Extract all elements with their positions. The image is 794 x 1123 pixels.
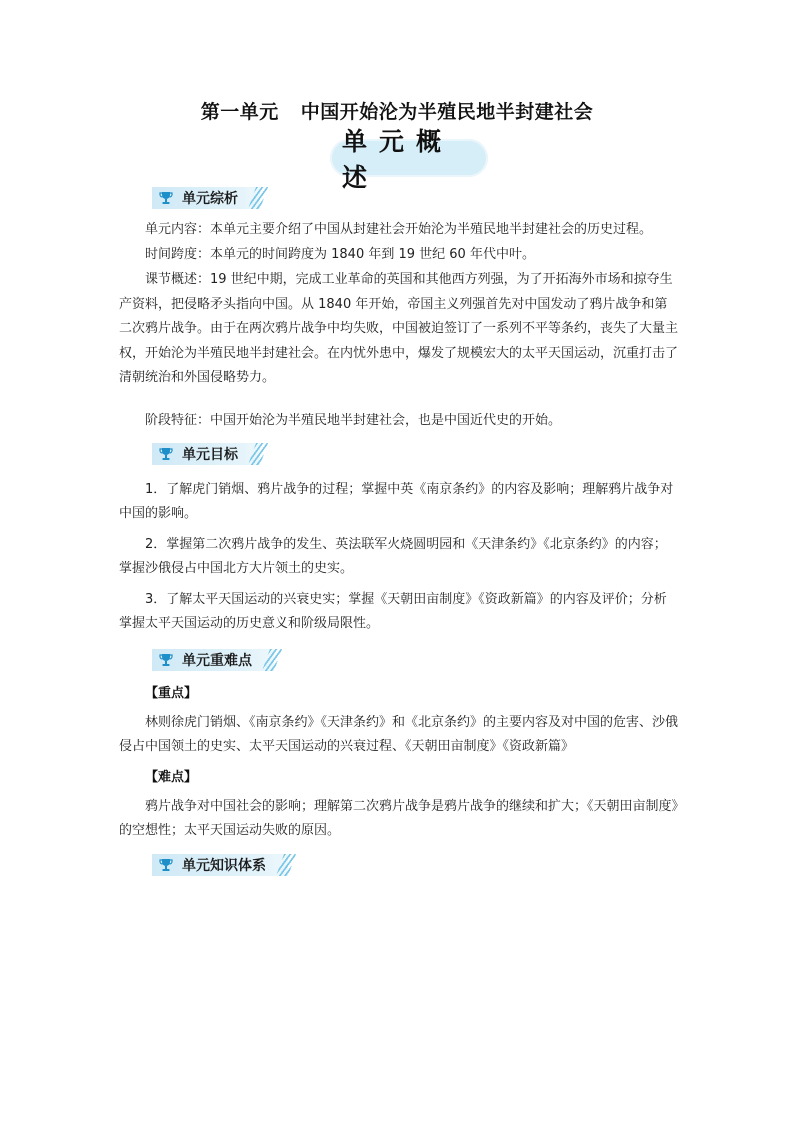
- overview-banner: [330, 127, 488, 192]
- lesson-summary: 课节概述：19 世纪中期，完成工业革命的英国和其他西方列强，为了开拓海外市场和掠夺生产资料，把侵略矛头指向中国。从 1840 年开始，帝国主义列强首先对中国发动了鸦片战争和第二次鸦片战争。由于在两次鸦片战争中均失败，中国被迫签订了一系列不平等条约，丧失了大量主权，开始沦为半殖民地半封建社会。在内忧外患中，爆发了规模宏大的太平天国运动，沉重打击了清朝统治和外国侵略势力。: [119, 272, 679, 385]
- section-label: 单元目标: [182, 447, 238, 463]
- difficult-points-text: 鸦片战争对中国社会的影响；理解第二次鸦片战争是鸦片战争的继续和扩大；《天朝田亩制度》的空想性；太平天国运动失败的原因。: [119, 799, 679, 838]
- section-header-system: [152, 853, 288, 877]
- unit-number: 第一单元: [200, 101, 279, 123]
- goal-item-3: 3．了解太平天国运动的兴衰史实；掌握《天朝田亩制度》《资政新篇》的内容及评价；分析掌握太平天国运动的历史意义和阶级局限性。: [119, 592, 667, 631]
- overview-banner-text: 单元概述: [342, 127, 454, 192]
- trophy-icon: [158, 857, 174, 873]
- unit-content: 单元内容：本单元主要介绍了中国从封建社会开始沦为半殖民地半封建社会的历史过程。: [145, 222, 653, 237]
- section-header-analysis: [152, 186, 260, 210]
- trophy-icon: [158, 652, 174, 668]
- section-label: 单元重难点: [182, 653, 252, 669]
- key-points-heading: 【重点】: [145, 686, 198, 701]
- section-label: 单元综析: [182, 191, 238, 207]
- trophy-icon: [158, 190, 174, 206]
- goal-item-1: 1．了解虎门销烟、鸦片战争的过程；掌握中英《南京条约》的内容及影响；理解鸦片战争对中国的影响。: [119, 482, 674, 521]
- page-title: [0, 97, 794, 124]
- trophy-icon: [158, 446, 174, 462]
- goal-item-2: 2．掌握第二次鸦片战争的发生、英法联军火烧圆明园和《天津条约》《北京条约》的内容；掌握沙俄侵占中国北方大片领土的史实。: [119, 537, 667, 576]
- time-span: 时间跨度：本单元的时间跨度为 1840 年到 19 世纪 60 年代中叶。: [145, 247, 535, 262]
- unit-name: 中国开始沦为半殖民地半封建社会: [300, 101, 594, 123]
- difficult-points-heading: 【难点】: [145, 770, 198, 785]
- section-header-goals: [152, 442, 260, 466]
- stage-feature: 阶段特征：中国开始沦为半殖民地半封建社会，也是中国近代史的开始。: [145, 413, 562, 428]
- key-points-text: 林则徐虎门销烟、《南京条约》《天津条约》和《北京条约》的主要内容及对中国的危害、沙俄侵占中国领土的史实、太平天国运动的兴衰过程、《天朝田亩制度》《资政新篇》: [119, 715, 679, 754]
- section-label: 单元知识体系: [182, 858, 266, 874]
- section-header-key: [152, 648, 274, 672]
